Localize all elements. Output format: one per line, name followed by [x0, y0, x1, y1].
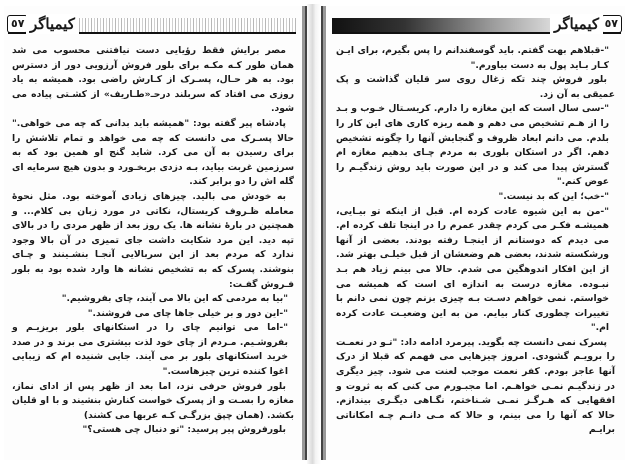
dialogue-line: "-خب؛ این که بد نیست." — [498, 190, 609, 202]
right-page-header — [332, 14, 621, 36]
dialogue-line: "-این دور و بر خیلی جاها چای می فروشند." — [87, 307, 288, 319]
page-number: ٥٧ — [601, 15, 622, 33]
paragraph: بلورفروش پیر پرسید: "تو دنبال چی هستی؟" — [82, 424, 286, 436]
dialogue-line: "بیا به مردمی که این بالا می آیند، چای بفروشیم." — [61, 293, 288, 305]
right-page-body — [336, 44, 615, 438]
running-title: کیمیاگر — [550, 14, 603, 34]
dialogue-line: "-اما می توانیم چای را در استکانهای بلور بریزیـم و بفروشـیم. مـردم از چای خود لذت بیشتری می برند و در صدد خرید استکانهای بلور بر می آیند. جایی شنیده ام که زیبایی اغوا کننده ترین چیزهاست." — [12, 322, 288, 378]
dialogue-line: "-سی سال است که این مغازه را دارم. کریسـتال خـوب و بـد را از هـم تشخیص می دهم و همه ریزه کاری های این کار را بلدم. می دانم ابعاد ظروف و گنجایش آنها را چگونه تشخیص دهم. اگر در استکان بلوری به مردم چـای بدهیم مغازه ام گسترش پیدا می کند و در این صورت باید روش زندگیـم را عوض کنم." — [336, 103, 609, 188]
paragraph: به خودش می بالید. چیزهای زیادی آموخته بود. مثل نحوهٔ معامله ظـروف کریستال، نکاتی در مورد زبان بی کلام... و همچنین در بارهٔ نشانه ها. یک روز بعد از ظهر مردی را در بالای تپه دید. این مرد شکایت داشت جای تمیزی در آن بالا وجود ندارد که مردم بعد از این سربالایی آنجـا بنشـینند و چـای بنوشند. پسرک که به تشخیص نشانه ها وارد شده بود به بلور فـروش گفـت: — [12, 190, 294, 290]
left-page — [4, 6, 305, 460]
paragraph: پسرک نمی دانست چه بگوید. پیرمرد ادامه داد: "تـو در نعمـت را برویـم گشودی. امروز چیزهایی می فهمم که قبلا از درک آنها عاجز بودم. کفر نعمت موجب لعنت می شود. چیز دیگری در زندگیـم نمـی خواهـم. اما مجبـورم می کنی که به ثروت و افقهایی که هـرگـز نمـی شـناختم، نگـاهی دیگـری بیندازم. حالا که آنها را می بینم، و حالا که مـی دانـم چـه امکاناتی برایـم — [336, 336, 615, 436]
dialogue-line: "-قبلاهم بهت گفتم. باید گوسفندانم را پس بگیرم، برای ایـن کـار بـاید پول به دست بیاورم." — [336, 45, 609, 71]
page-number: ٥٧ — [7, 15, 28, 33]
right-page — [323, 6, 625, 460]
running-title: کیمیاگر — [26, 14, 79, 34]
paragraph: پادشاه پیر گفته بود: "همیشه باید بدانی که چه می خواهی." حالا پسـرک می دانست که چه می خواهد و تمام تلاشش را برای رسیدن به آن می کرد. شاید گنج او همین بود که به سرزمین غربت بیاید، بـه دزدی بربخـورد و بدون هیچ سرمایه ای گله اش را دو برابر کند. — [12, 117, 294, 188]
paragraph: بلور فروش حرفی نزد، اما بعد از ظهر پس از ادای نماز، مغازه را بسـت و از پسرک خواست کنارش بنشیند و با او قلیان بکشد. (همان چپق بزرگـی کـه عربها می کشند) — [12, 380, 294, 421]
paragraph: بلور فروش چند تکه زغال روی سر قلیان گذاشت و پک عمیقی به آن زد. — [336, 74, 615, 100]
left-page-body — [12, 44, 294, 438]
dialogue-line: "-من به این شیوه عادت کرده ام. قبل از اینکه تو بیـایی، همیشـه فکـر می کردم چقدر عمرم را در اینجا تلف کرده ام. می دیدم که دوستانم از اینجـا رفته بودند. بعضی از آنها ورشکسته شدند، بعضی هم وضعشان از قبل خیلـی بهتر شد. از این افکار اندوهگین می شدم. حالا می بینم زیاد هم بـد نبـوده. مغازه درست به اندازه ای است که همیشه می خواستم. نمی خواهم دسـت بـه چیزی بزنم چون نمی دانم با تغییرات چطوری کنار بیایم. من به این وضعیـت عادت کرده ام." — [336, 205, 609, 334]
paragraph: مصر برایش فقط رؤیایی دست نیافتنی محسوب می شد همان طور کـه مکـه برای بلور فروش آرزویی دور از دسترس بود. به هر حـال، پسـرک از کـارش راضی بود. همیشه به یاد روزی می افتاد که سربلند درحـ«طـاریف» از کشـتی پیاده می شود. — [12, 45, 294, 115]
left-page-header — [8, 14, 296, 36]
book-spine — [307, 4, 321, 464]
